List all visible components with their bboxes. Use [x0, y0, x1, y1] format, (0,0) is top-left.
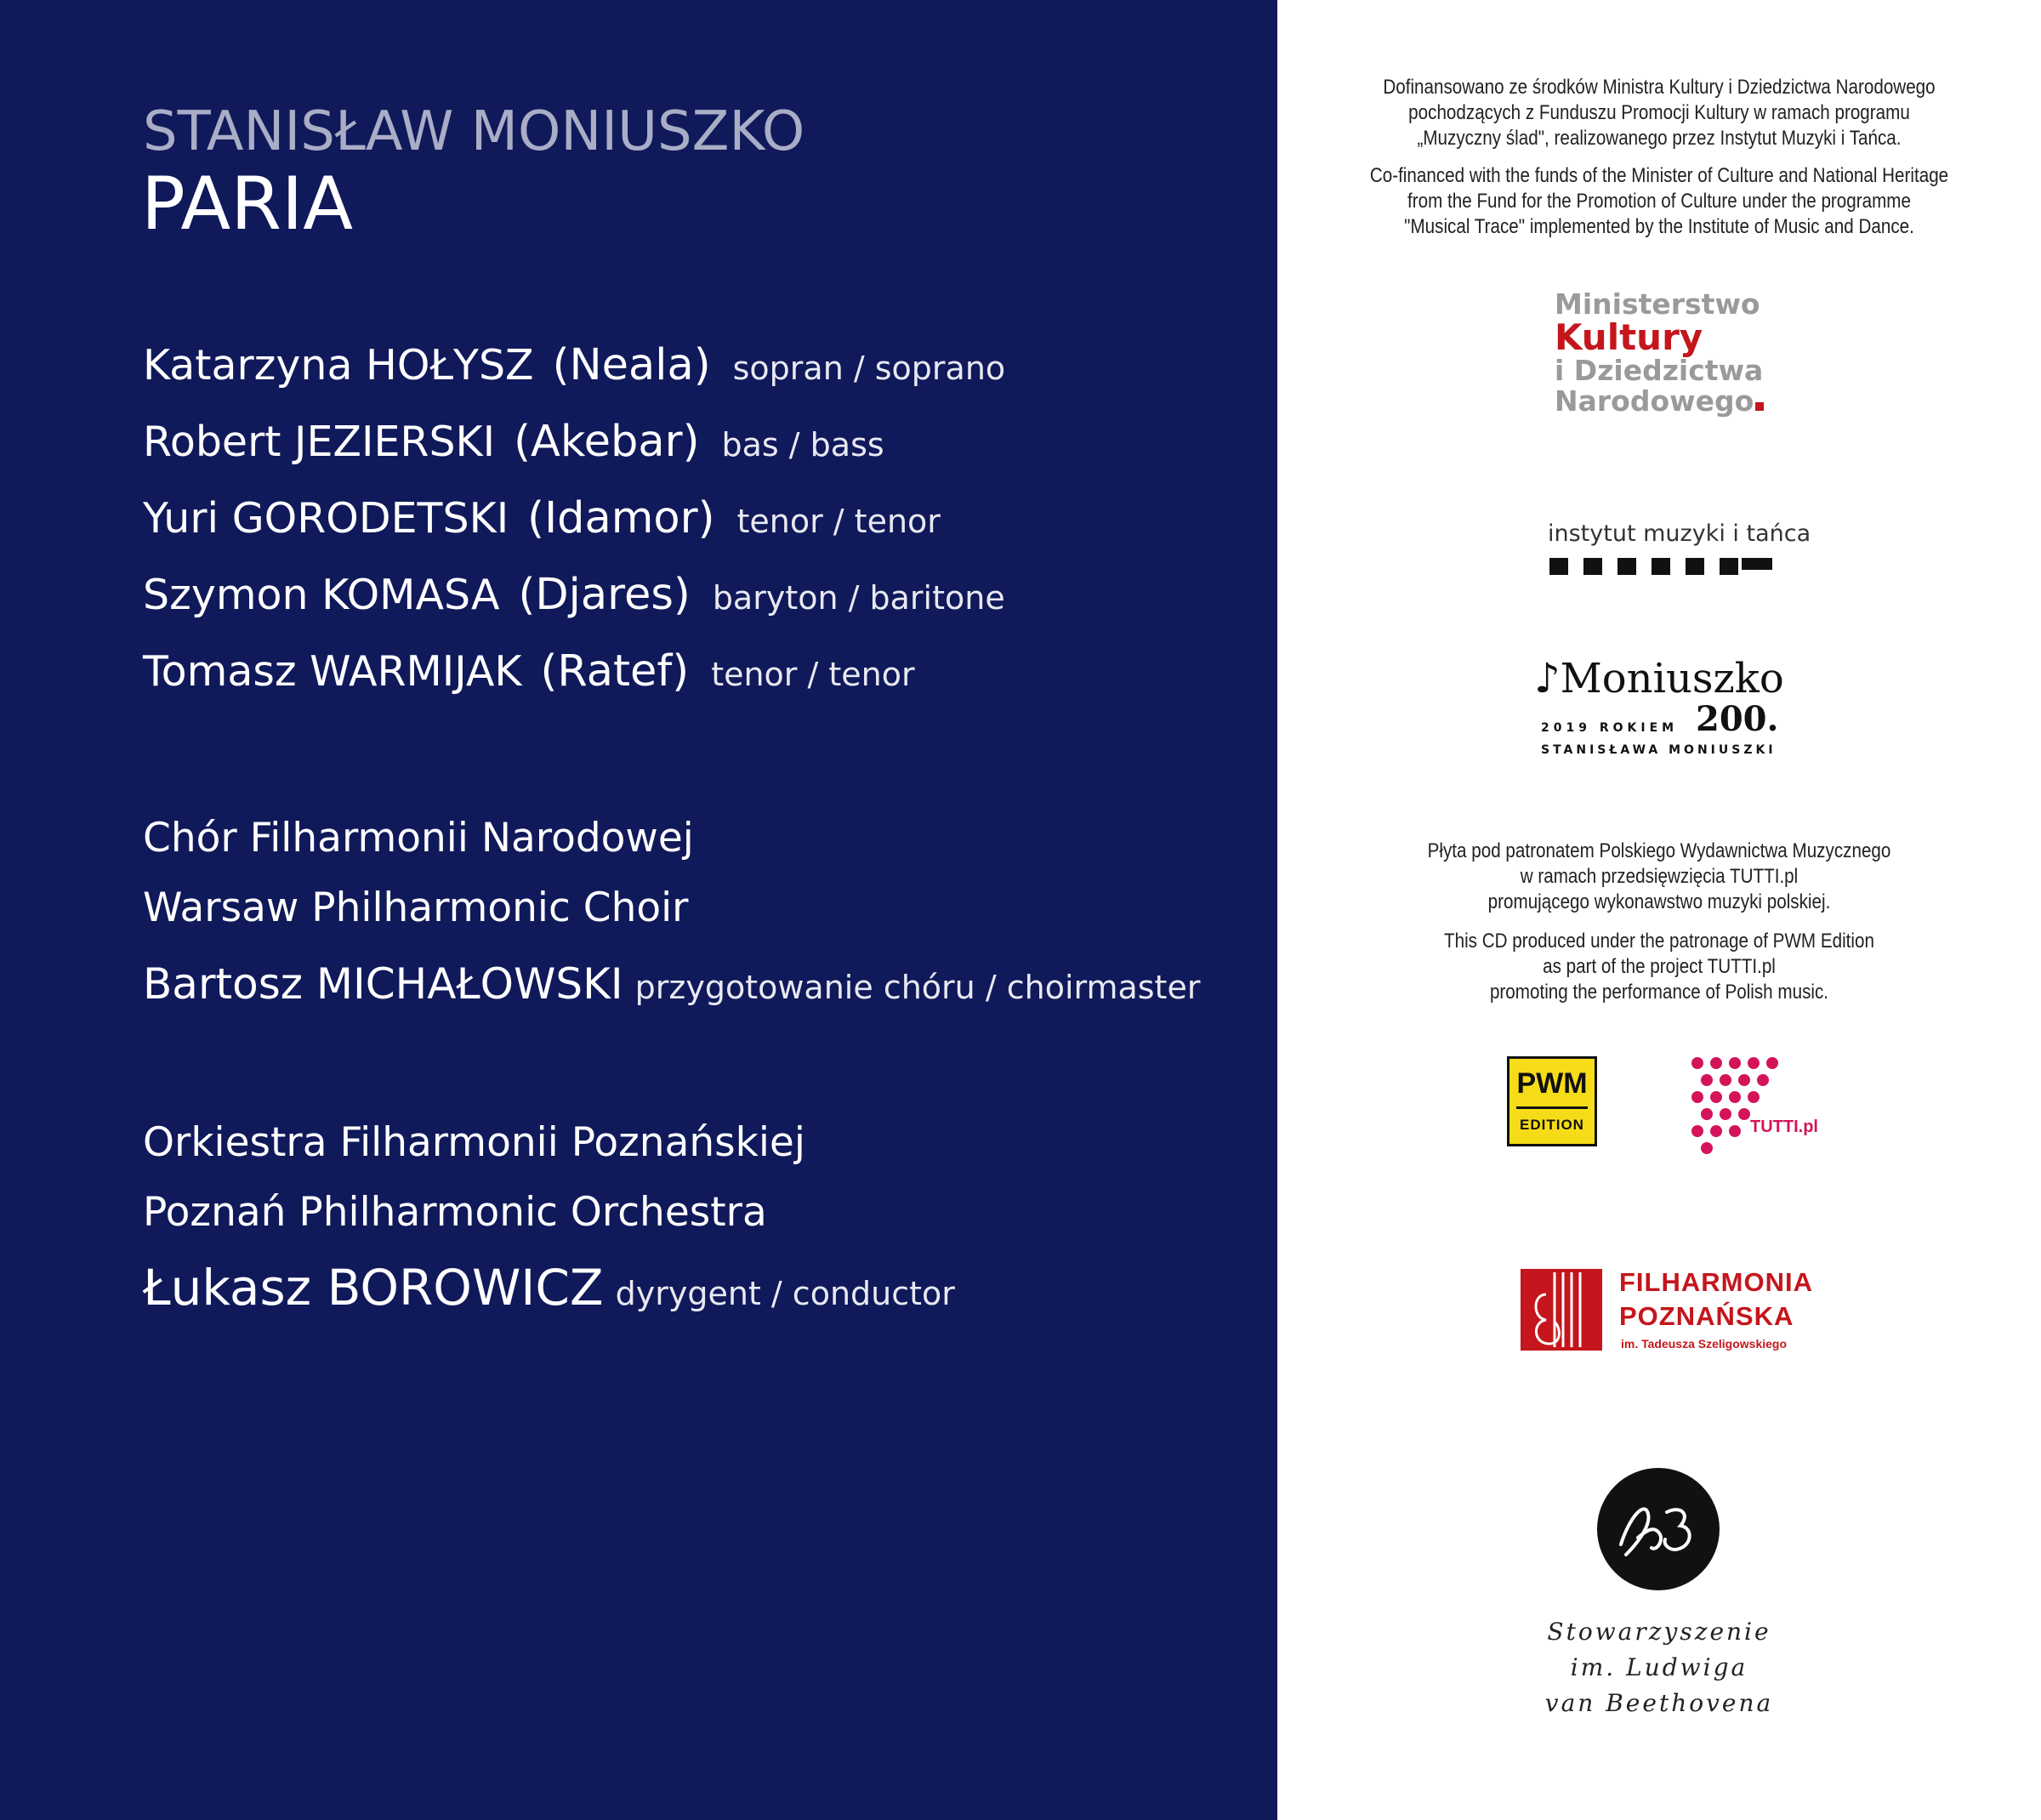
choirmaster-role: przygotowanie chóru / choirmaster [634, 969, 1201, 1006]
beethoven-society-line: van Beethovena [1544, 1689, 1774, 1717]
beethoven-society-line: im. Ludwiga [1570, 1653, 1748, 1681]
funding-pl-line: „Muzyczny ślad", realizowanego przez Instytut Muzyki i Tańca. [1417, 127, 1902, 150]
moniuszko-logo-title: ♪Moniuszko [1534, 655, 1784, 702]
soloist-name: Tomasz WARMIJAK [143, 647, 522, 696]
soloist-name: Robert JEZIERSKI [143, 418, 496, 466]
soloist-line [143, 570, 1005, 620]
ministry-logo-line: Narodowego [1555, 384, 1754, 418]
choir-name-pl: Chór Filharmonii Narodowej [143, 815, 694, 862]
soloist-name: Katarzyna HOŁYSZ [143, 341, 534, 390]
beethoven-society-name [1277, 1614, 2041, 1721]
filharmonia-logo-line: POZNAŃSKA [1619, 1301, 1794, 1331]
ministry-logo-line: Ministerstwo [1555, 287, 1760, 321]
moniuszko-logo-year: 2019 ROKIEM [1541, 721, 1679, 735]
composer-name: STANISŁAW MONIUSZKO [143, 100, 805, 163]
patronage-en-line: as part of the project TUTTI.pl [1543, 955, 1776, 978]
soloist-line [143, 646, 915, 697]
soloist-role: (Akebar) [514, 417, 700, 467]
filharmonia-violin-icon [1521, 1269, 1602, 1351]
ministry-logo-line: Kultury [1555, 316, 1703, 358]
funding-pl-line: pochodzących z Funduszu Promocji Kultury w ramach programu [1408, 101, 1910, 124]
moniuszko-200-logo [1534, 655, 1784, 757]
conductor-name: Łukasz BOROWICZ [143, 1259, 604, 1317]
patronage-note-pl [1331, 839, 1987, 915]
choirmaster-name: Bartosz MICHAŁOWSKI [143, 959, 623, 1009]
patronage-pl-line: Płyta pod patronatem Polskiego Wydawnictwa Muzycznego [1427, 839, 1891, 862]
soloist-role: (Idamor) [527, 493, 715, 543]
soloist-name: Yuri GORODETSKI [143, 494, 509, 543]
funding-en-line: Co-financed with the funds of the Minister of Culture and National Heritage [1369, 164, 1949, 187]
orchestra-name-en: Poznań Philharmonic Orchestra [143, 1189, 767, 1236]
imt-keyboard-icon [1549, 558, 1772, 575]
pwm-logo-main: PWM [1516, 1067, 1588, 1100]
orchestra-name-pl: Orkiestra Filharmonii Poznańskiej [143, 1119, 805, 1166]
moniuszko-logo-name: STANISŁAWA MONIUSZKI [1541, 743, 1777, 757]
soloist-role: (Djares) [518, 570, 691, 620]
opera-title: PARIA [141, 162, 354, 247]
filharmonia-logo-line: im. Tadeusza Szeligowskiego [1621, 1337, 1788, 1351]
funding-note-pl [1331, 75, 1987, 151]
beethoven-society-line: Stowarzyszenie [1547, 1618, 1771, 1646]
soloist-line [143, 493, 941, 543]
choir-name-en: Warsaw Philharmonic Choir [143, 884, 689, 931]
choirmaster-line [143, 959, 1200, 1009]
funding-pl-line: Dofinansowano ze środków Ministra Kultury i Dziedzictwa Narodowego [1383, 76, 1936, 99]
conductor-line [143, 1259, 955, 1317]
pwm-logo-sub: EDITION [1520, 1117, 1584, 1133]
sponsors-panel [1277, 0, 2041, 1820]
ministry-logo [1555, 289, 1764, 417]
beethoven-society-monogram-icon [1595, 1466, 1721, 1592]
soloist-voice: tenor / tenor [736, 503, 941, 540]
patronage-pl-line: w ramach przedsięwzięcia TUTTI.pl [1520, 865, 1799, 888]
patronage-note-en [1331, 929, 1987, 1005]
soloist-voice: bas / bass [721, 426, 884, 464]
soloist-line [143, 340, 1005, 390]
soloist-voice: sopran / soprano [732, 350, 1006, 387]
moniuszko-logo-number: 200. [1696, 699, 1779, 739]
filharmonia-logo-line: FILHARMONIA [1619, 1267, 1813, 1297]
tutti-logo-text: TUTTI.pl [1750, 1118, 1818, 1136]
imt-logo-text: instytut muzyki i tańca [1548, 520, 1811, 547]
ministry-logo-line: i Dziedzictwa [1555, 354, 1764, 387]
soloist-line [143, 417, 884, 467]
soloist-role: (Neala) [552, 340, 711, 390]
conductor-role: dyrygent / conductor [615, 1275, 955, 1312]
ministry-dot-icon [1755, 402, 1764, 411]
patronage-en-line: promoting the performance of Polish music. [1489, 981, 1829, 1004]
patronage-en-line: This CD produced under the patronage of PWM Edition [1444, 930, 1874, 953]
pwm-edition-logo [1507, 1056, 1597, 1146]
soloist-voice: tenor / tenor [711, 656, 915, 693]
funding-note-en [1331, 163, 1987, 240]
tutti-dots-icon [1686, 1055, 1856, 1157]
funding-en-line: "Musical Trace" implemented by the Institute of Music and Dance. [1404, 215, 1914, 238]
soloist-name: Szymon KOMASA [143, 571, 500, 619]
soloist-role: (Ratef) [540, 646, 690, 697]
soloist-voice: baryton / baritone [712, 579, 1005, 617]
patronage-pl-line: promującego wykonawstwo muzyki polskiej. [1487, 890, 1831, 913]
funding-en-line: from the Fund for the Promotion of Culture under the programme [1407, 190, 1911, 213]
